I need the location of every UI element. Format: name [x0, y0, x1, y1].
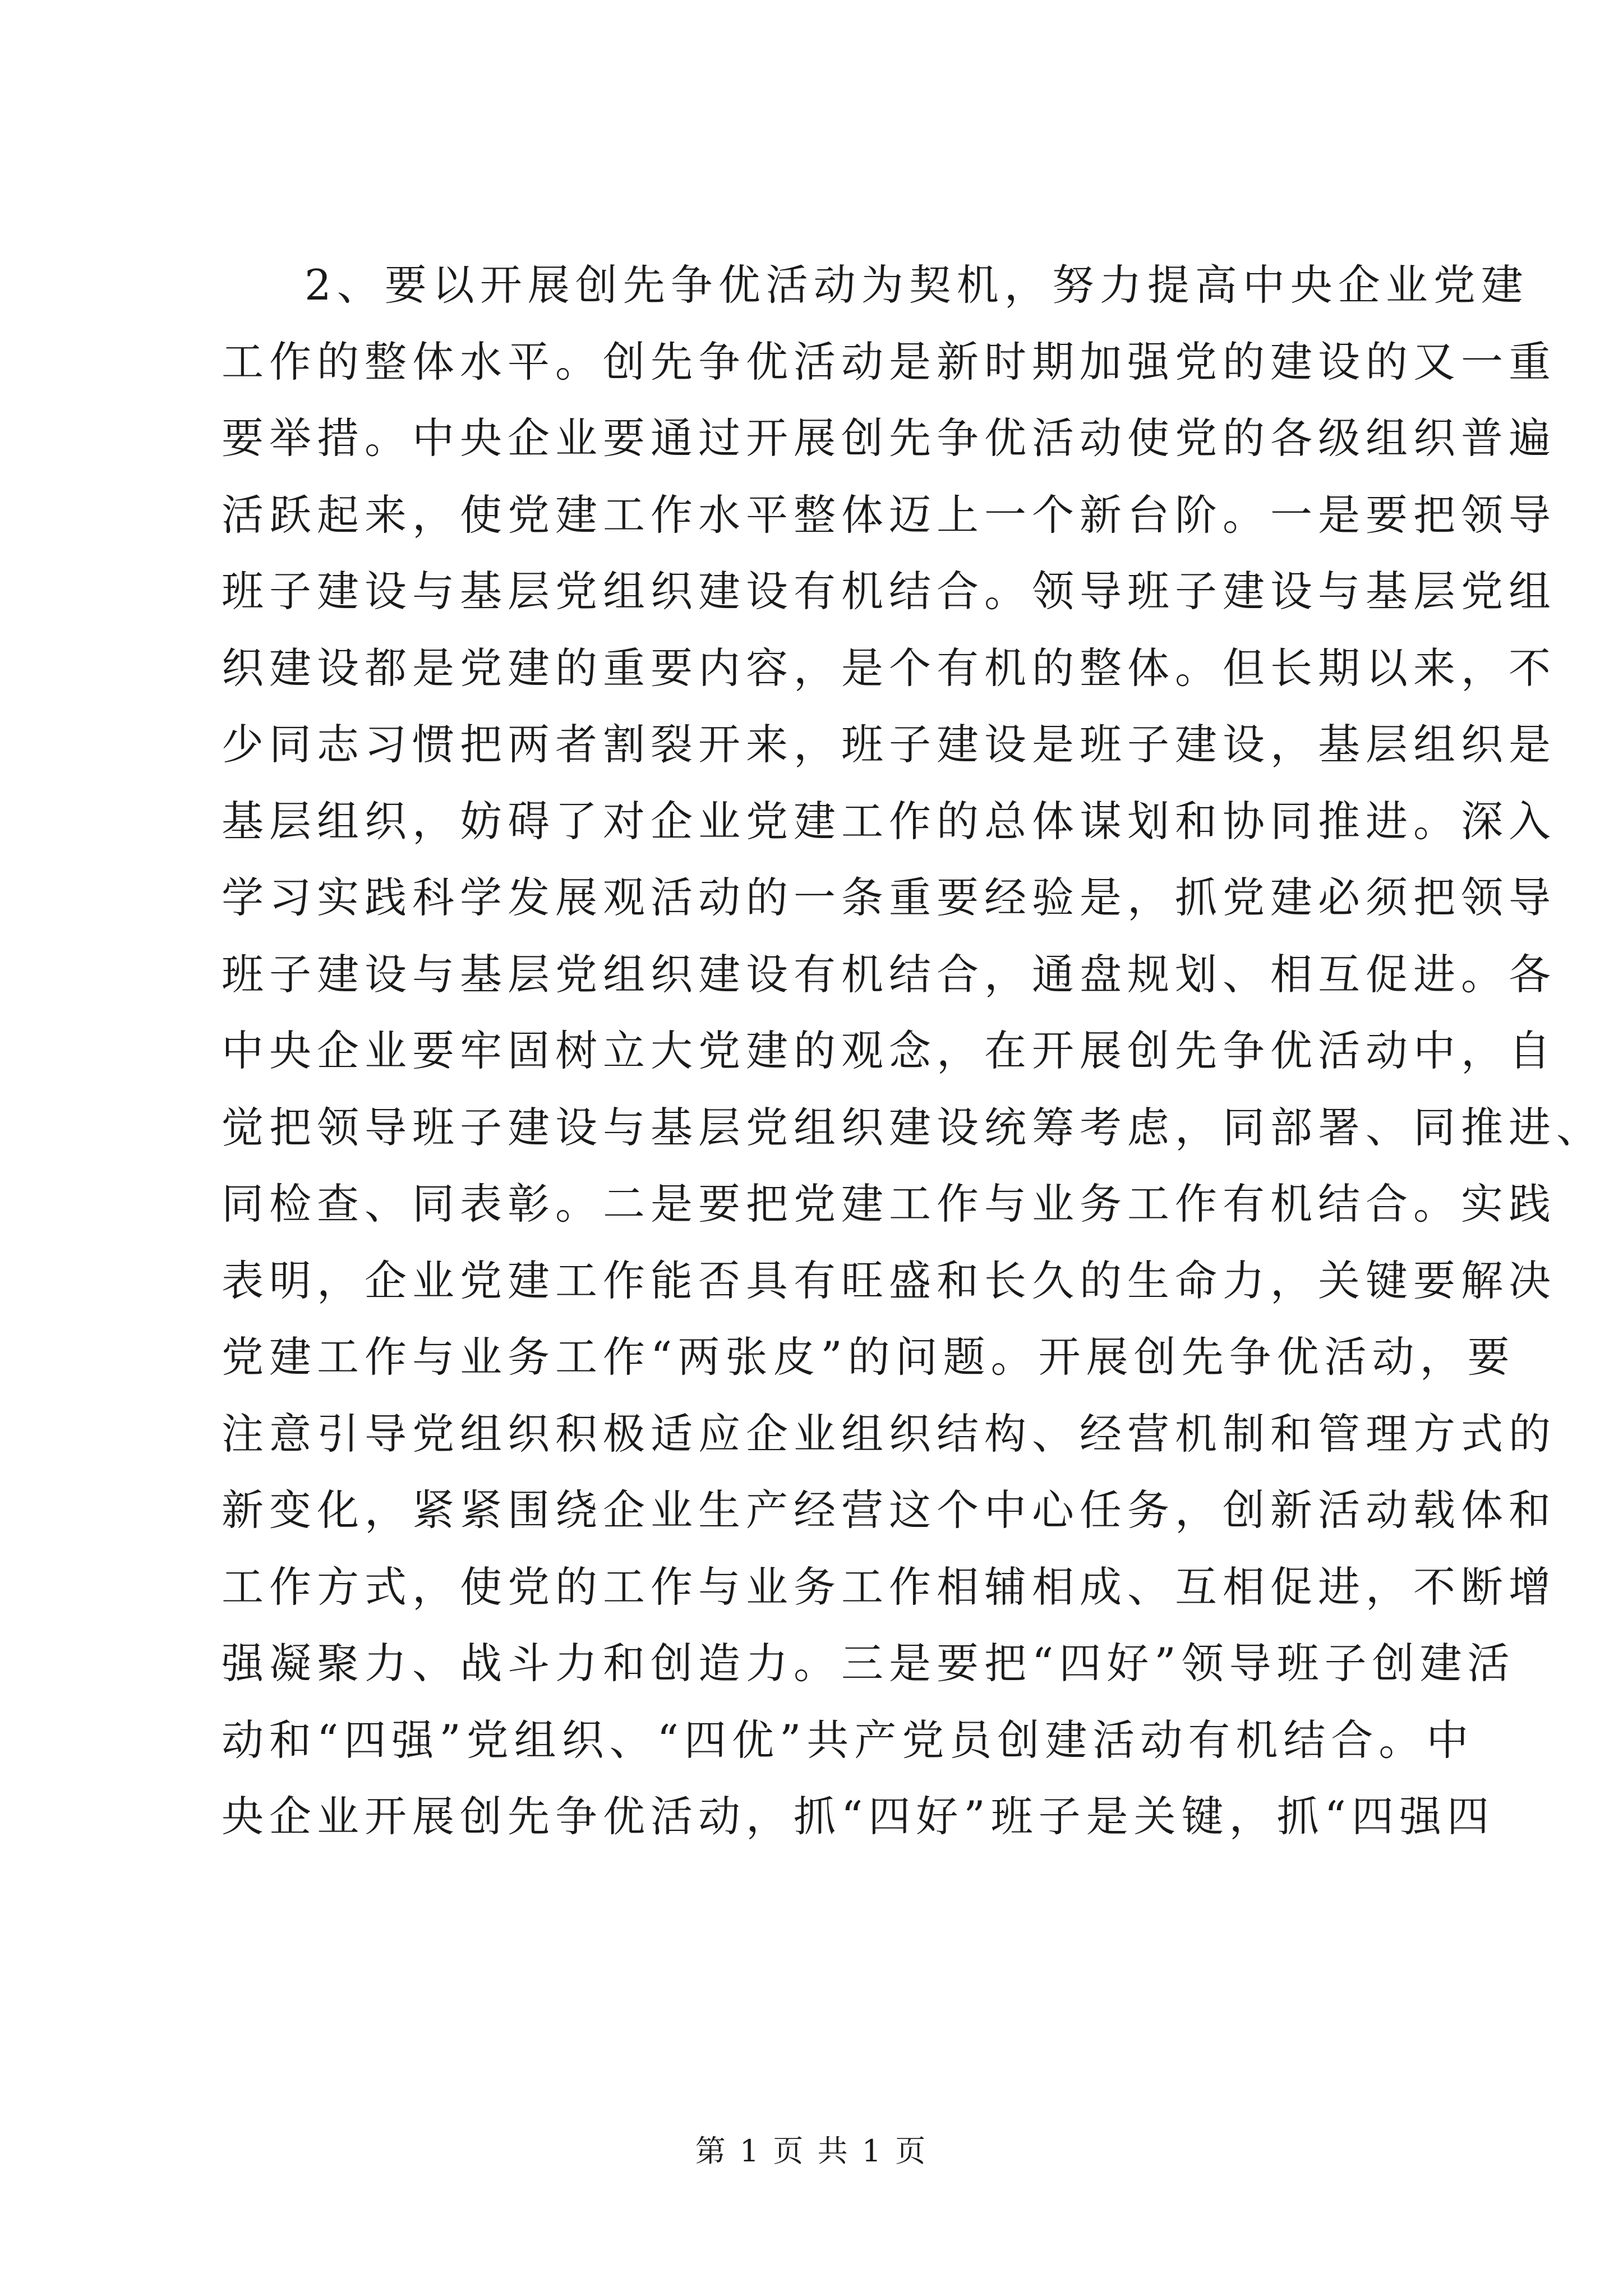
text-line-4: 活跃起来，使党建工作水平整体迈上一个新台阶。一是要把领导 [222, 490, 1557, 540]
text-line-13: 同检查、同表彰。二是要把党建工作与业务工作有机结合。实践 [222, 1179, 1557, 1228]
text-line-19: 强凝聚力、战斗力和创造力。三是要把“四好”领导班子创建活 [222, 1639, 1515, 1688]
text-line-2: 工作的整体水平。创先争优活动是新时期加强党的建设的又一重 [222, 337, 1557, 386]
text-line-8: 基层组织，妨碍了对企业党建工作的总体谋划和协同推进。深入 [222, 796, 1557, 846]
text-line-11: 中央企业要牢固树立大党建的观念，在开展创先争优活动中，自 [222, 1026, 1557, 1075]
page-footer: 第 1 页 共 1 页 [695, 2133, 928, 2169]
text-line-10: 班子建设与基层党组织建设有机结合，通盘规划、相互促进。各 [222, 949, 1557, 999]
text-line-15: 党建工作与业务工作“两张皮”的问题。开展创先争优活动，要 [222, 1332, 1515, 1382]
body-paragraph [222, 247, 1604, 1855]
text-line-6: 织建设都是党建的重要内容，是个有机的整体。但长期以来，不 [222, 643, 1557, 693]
text-line-12: 觉把领导班子建设与基层党组织建设统筹考虑，同部署、同推进、 [222, 1102, 1604, 1152]
text-line-9: 学习实践科学发展观活动的一条重要经验是，抓党建必须把领导 [222, 873, 1557, 922]
text-line-18: 工作方式，使党的工作与业务工作相辅相成、互相促进，不断增 [222, 1562, 1557, 1612]
text-line-20: 动和“四强”党组织、“四优”共产党员创建活动有机结合。中 [222, 1715, 1474, 1765]
text-line-7: 少同志习惯把两者割裂开来，班子建设是班子建设，基层组织是 [222, 720, 1557, 769]
text-line-16: 注意引导党组织积极适应企业组织结构、经营机制和管理方式的 [222, 1409, 1557, 1458]
text-line-5: 班子建设与基层党组织建设有机结合。领导班子建设与基层党组 [222, 567, 1557, 616]
text-line-17: 新变化，紧紧围绕企业生产经营这个中心任务，创新活动载体和 [222, 1485, 1557, 1535]
text-line-14: 表明，企业党建工作能否具有旺盛和长久的生命力，关键要解决 [222, 1255, 1557, 1305]
text-line-3: 要举措。中央企业要通过开展创先争优活动使党的各级组织普遍 [222, 413, 1557, 463]
text-line-1: 2、要以开展创先争优活动为契机，努力提高中央企业党建 [305, 260, 1529, 310]
text-line-21: 央企业开展创先争优活动，抓“四好”班子是关键，抓“四强四 [222, 1792, 1495, 1841]
